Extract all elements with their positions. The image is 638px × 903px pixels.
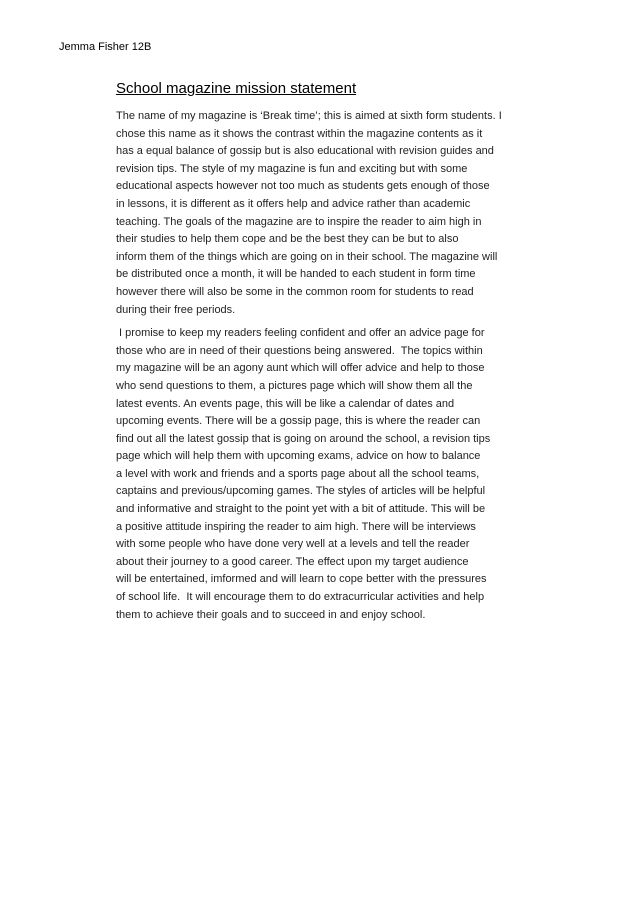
text-line: and informative and straight to the point yet with a bit of attitude. This will be [116,503,486,516]
text-line: in lessons, it is different as it offers help and advice rather than academic [116,197,471,210]
text-line: The name of my magazine is ‘Break time’; this is aimed at sixth form students. I [116,110,502,122]
text-line: teaching. The goals of the magazine are to inspire the reader to aim high in [116,215,482,228]
text-line: captains and previous/upcoming games. The styles of articles will be helpful [116,485,486,498]
text-line: will be entertained, imformed and will learn to cope better with the pressures [116,573,487,586]
text-line: my magazine will be an agony aunt which will offer advice and help to those [116,362,485,375]
text-line: a positive attitude inspiring the reader to aim high. There will be interviews [116,520,476,533]
text-line: with some people who have done very well at a levels and tell the reader [116,538,470,551]
paragraph-2 [116,325,566,624]
text-line: a level with work and friends and a sports page about all the school teams, [116,467,480,480]
paragraph-1 [116,108,566,319]
text-line: I promise to keep my readers feeling confident and offer an advice page for [116,327,485,340]
text-line: latest events. An events page, this will be like a calendar of dates and [116,397,455,410]
text-line: has a equal balance of gossip but is also educational with revision guides and [116,145,494,158]
text-line: their studies to help them cope and be the best they can be but to also [116,233,459,246]
text-line: find out all the latest gossip that is going on around the school, a revision tips [116,432,491,445]
text-line: them to achieve their goals and to succeed in and enjoy school. [116,608,426,621]
text-line: during their free periods. [116,303,236,316]
text-line: revision tips. The style of my magazine is fun and exciting but with some [116,162,468,175]
text-line: who send questions to them, a pictures page which will show them all the [116,379,473,392]
text-line: educational aspects however not too much as students gets enough of those [116,180,490,193]
document-body [116,80,566,624]
document-title: School magazine mission statement [116,80,357,97]
text-line: about their journey to a good career. The effect upon my target audience [116,555,469,568]
text-line: of school life. It will encourage them to do extracurricular activities and help [116,591,485,604]
text-line: chose this name as it shows the contrast within the magazine contents as it [116,127,483,140]
text-line: be distributed once a month, it will be handed to each student in form time [116,268,476,281]
text-line: however there will also be some in the common room for students to read [116,285,474,298]
text-line: those who are in need of their questions being answered. The topics within [116,344,483,357]
text-line: upcoming events. There will be a gossip page, this is where the reader can [116,415,481,428]
text-line: page which will help them with upcoming exams, advice on how to balance [116,450,481,463]
text-line: inform them of the things which are going on in their school. The magazine will [116,250,498,263]
author-header: Jemma Fisher 12B [59,41,152,53]
